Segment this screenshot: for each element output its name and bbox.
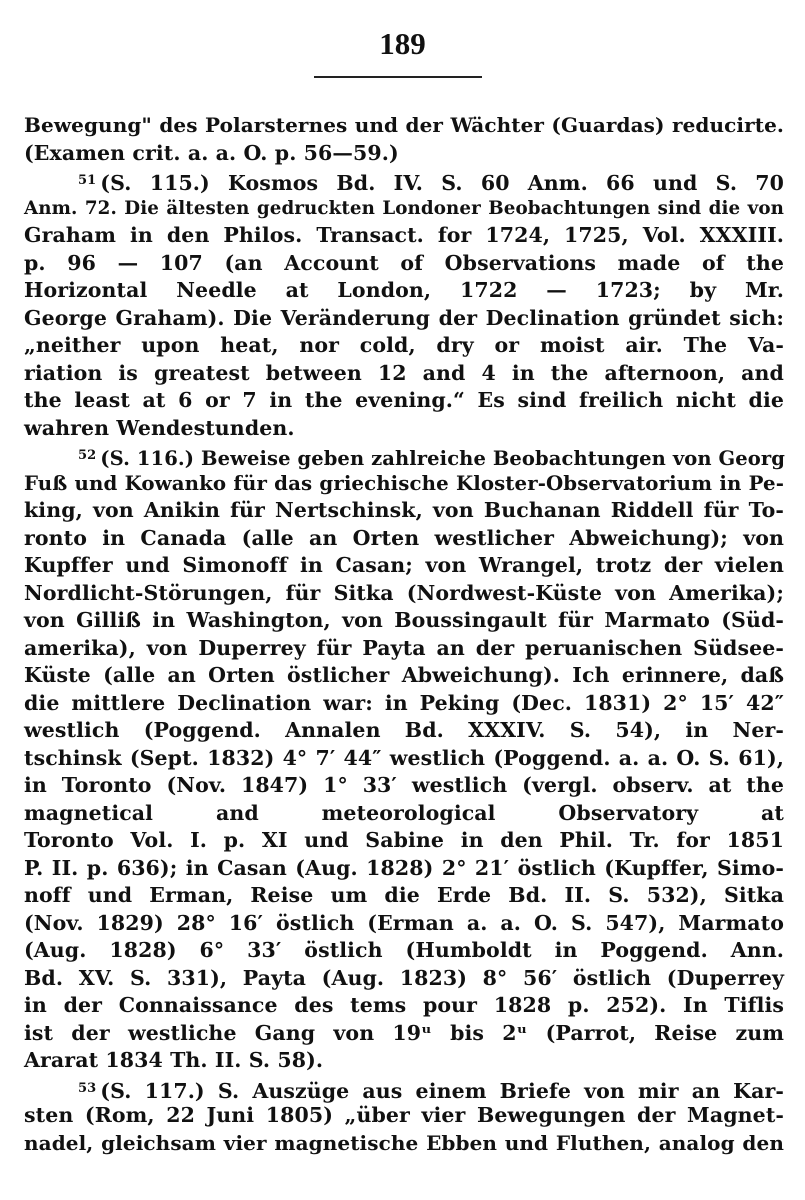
text-line bbox=[24, 580, 784, 608]
line-text: tschinsk (Sept. 1832) 4° 7′ 44″ westlich (Poggend. a. a. O. S. 61), bbox=[24, 745, 784, 770]
text-line bbox=[24, 305, 784, 333]
text-line bbox=[24, 1102, 784, 1130]
text-line bbox=[24, 167, 784, 195]
text-line bbox=[24, 525, 784, 553]
text-line bbox=[24, 827, 784, 855]
text-line bbox=[24, 112, 784, 140]
line-text: king, von Anikin für Nertschinsk, von Buchanan Riddell für To- bbox=[24, 498, 784, 522]
text-line bbox=[24, 772, 784, 800]
line-text: ronto in Canada (alle an Orten westlicher Abweichung); von bbox=[24, 525, 784, 550]
text-line bbox=[24, 607, 784, 635]
text-line bbox=[24, 717, 784, 745]
header-rule bbox=[314, 76, 482, 78]
text-line bbox=[24, 552, 784, 580]
line-text: (S. 117.) S. Auszüge aus einem Briefe von mir an Kar- bbox=[100, 1078, 784, 1103]
text-line bbox=[24, 387, 784, 415]
footnote-number: 52 bbox=[78, 448, 97, 463]
text-line bbox=[24, 195, 784, 223]
line-text: Ararat 1834 Th. II. S. 58). bbox=[24, 1048, 324, 1072]
line-text: Graham in den Philos. Transact. for 1724, 1725, Vol. XXXIII. bbox=[24, 223, 784, 247]
line-text: p. 96 — 107 (an Account of Observations made of the bbox=[24, 250, 784, 275]
text-line bbox=[24, 690, 784, 718]
line-text: George Graham). Die Veränderung der Declination gründet sich: bbox=[24, 305, 784, 330]
text-line bbox=[24, 277, 784, 305]
line-text: Küste (alle an Orten östlicher Abweichung). Ich erinnere, daß bbox=[24, 663, 784, 687]
line-text: (S. 116.) Beweise geben zahlreiche Beobachtungen von Georg bbox=[100, 447, 785, 470]
line-text: Bewegung" des Polarsternes und der Wächter (Guardas) reducirte. bbox=[24, 113, 784, 137]
line-text: sten (Rom, 22 Juni 1805) „über vier Bewegungen der Magnet- bbox=[24, 1103, 784, 1127]
text-line bbox=[24, 1020, 784, 1048]
text-line bbox=[24, 415, 784, 443]
line-text: Nordlicht-Störungen, für Sitka (Nordwest-Küste von Amerika); bbox=[24, 580, 784, 605]
line-text: in der Connaissance des tems pour 1828 p. 252). In Tiflis bbox=[24, 993, 784, 1017]
footnote-number: 51 bbox=[78, 173, 97, 188]
line-text: von Gilliß in Washington, von Boussingault für Marmato (Süd- bbox=[24, 608, 784, 632]
line-text: nadel, gleichsam vier magnetische Ebben und Fluthen, analog den bbox=[24, 1130, 784, 1155]
line-text: wahren Wendestunden. bbox=[24, 415, 295, 440]
footnote-number: 53 bbox=[78, 1080, 97, 1096]
text-line bbox=[24, 222, 784, 250]
text-line bbox=[24, 910, 784, 938]
text-line bbox=[24, 1075, 784, 1103]
line-text: P. II. p. 636); in Casan (Aug. 1828) 2° 21′ östlich (Kupffer, Simo- bbox=[24, 855, 784, 880]
text-line bbox=[24, 965, 784, 993]
text-line bbox=[24, 635, 784, 663]
text-line bbox=[24, 1047, 784, 1075]
page-number: 189 bbox=[379, 26, 426, 61]
text-line bbox=[24, 855, 784, 883]
line-text: Bd. XV. S. 331), Payta (Aug. 1823) 8° 56′ östlich (Duperrey bbox=[24, 965, 784, 990]
line-text: westlich (Poggend. Annalen Bd. XXXIV. S. 54), in Ner- bbox=[24, 718, 784, 742]
line-text: Horizontal Needle at London, 1722 — 1723; by Mr. bbox=[24, 278, 784, 302]
line-text: Kupffer und Simonoff in Casan; von Wrangel, trotz der vielen bbox=[24, 553, 784, 577]
line-text: amerika), von Duperrey für Payta an der peruanischen Südsee- bbox=[24, 635, 784, 660]
text-line bbox=[24, 800, 784, 828]
line-text: Fuß und Kowanko für das griechische Kloster-Observatorium in Pe- bbox=[24, 470, 784, 495]
text-line bbox=[24, 882, 784, 910]
line-text: in Toronto (Nov. 1847) 1° 33′ westlich (vergl. observ. at the bbox=[24, 773, 784, 797]
text-line bbox=[24, 442, 784, 470]
footnote-text-block bbox=[24, 112, 784, 1157]
line-text: Anm. 72. Die ältesten gedruckten Londoner Beobachtungen sind die von bbox=[24, 197, 784, 219]
line-text: (Nov. 1829) 28° 16′ östlich (Erman a. a. O. S. 547), Marmato bbox=[24, 910, 784, 935]
line-text: ist der westliche Gang von 19ᵘ bis 2ᵘ (Parrot, Reise zum bbox=[24, 1020, 784, 1045]
line-text: the least at 6 or 7 in the evening.“ Es sind freilich nicht die bbox=[24, 388, 784, 412]
line-text: magnetical and meteorological Observatory at bbox=[24, 800, 784, 825]
line-text: Toronto Vol. I. p. XI und Sabine in den Phil. Tr. for 1851 bbox=[24, 828, 784, 852]
text-line bbox=[24, 992, 784, 1020]
text-line bbox=[24, 470, 784, 498]
line-text: (S. 115.) Kosmos Bd. IV. S. 60 Anm. 66 und S. 70 bbox=[100, 171, 784, 195]
text-line bbox=[24, 140, 784, 168]
line-text: (Examen crit. a. a. O. p. 56—59.) bbox=[24, 140, 399, 165]
text-line bbox=[24, 250, 784, 278]
line-text: noff und Erman, Reise um die Erde Bd. II. S. 532), Sitka bbox=[24, 883, 784, 907]
text-line bbox=[24, 937, 784, 965]
line-text: riation is greatest between 12 and 4 in the afternoon, and bbox=[24, 360, 784, 385]
text-line bbox=[24, 497, 784, 525]
text-line bbox=[24, 1130, 784, 1158]
line-text: „neither upon heat, nor cold, dry or moist air. The Va- bbox=[24, 333, 784, 357]
text-line bbox=[24, 745, 784, 773]
text-line bbox=[24, 360, 784, 388]
line-text: die mittlere Declination war: in Peking (Dec. 1831) 2° 15′ 42″ bbox=[24, 690, 784, 715]
text-line bbox=[24, 332, 784, 360]
text-line bbox=[24, 662, 784, 690]
line-text: (Aug. 1828) 6° 33′ östlich (Humboldt in Poggend. Ann. bbox=[24, 938, 784, 962]
